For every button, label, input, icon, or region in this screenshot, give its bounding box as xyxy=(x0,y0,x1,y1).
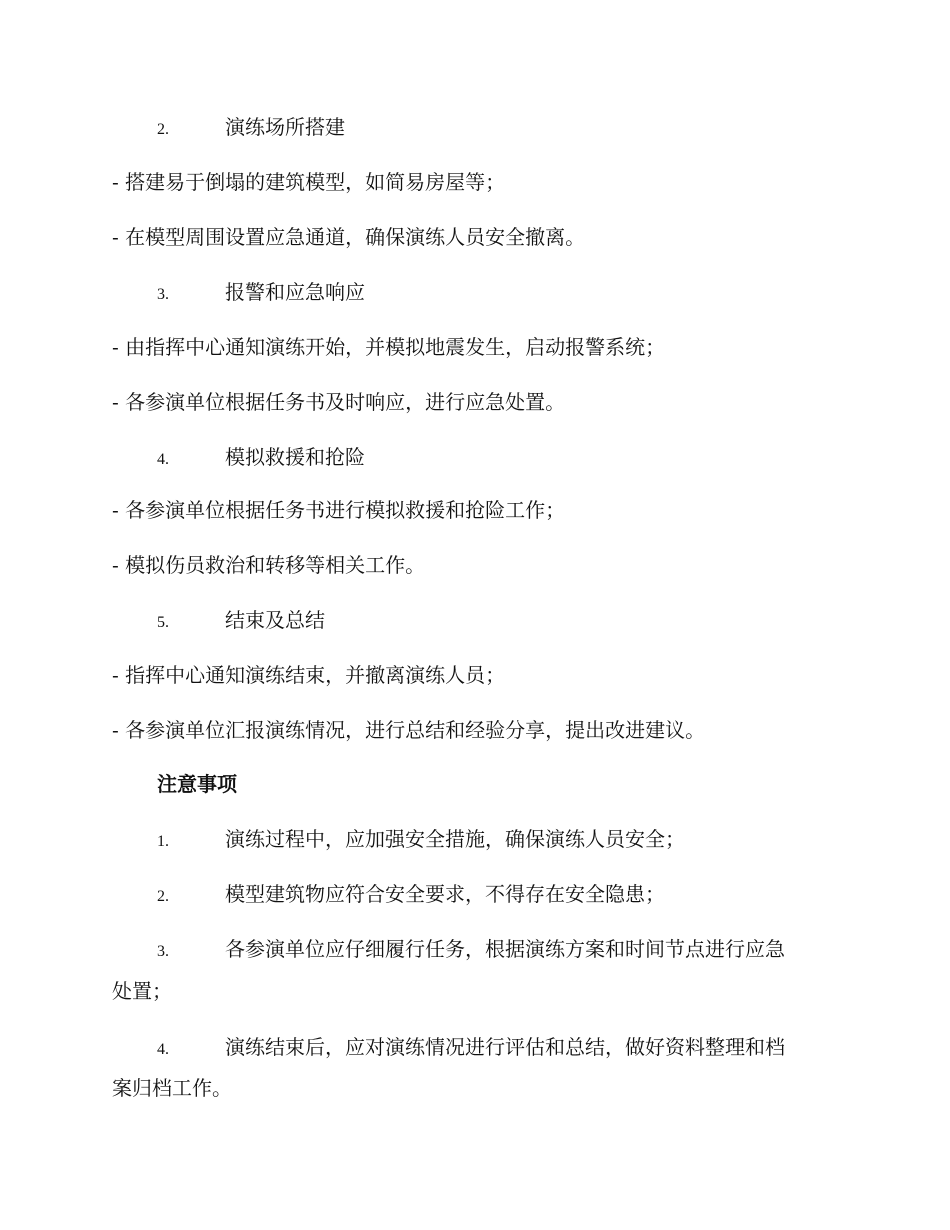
step-heading-4 xyxy=(112,440,838,477)
step-number: 3. xyxy=(157,286,169,303)
bullet-item xyxy=(112,658,838,692)
step-heading-3 xyxy=(112,275,838,312)
note-number: 4. xyxy=(157,1041,169,1058)
note-number: 1. xyxy=(157,833,169,850)
note-item-3 xyxy=(112,932,838,969)
step-heading-2 xyxy=(112,110,838,147)
bullet-item xyxy=(112,330,838,364)
step-heading-5 xyxy=(112,603,838,640)
bullet-text: - 各参演单位汇报演练情况，进行总结和经验分享，提出改进建议。 xyxy=(112,718,706,742)
step-number: 5. xyxy=(157,614,169,631)
note-item-4 xyxy=(112,1030,838,1067)
step-number: 4. xyxy=(157,451,169,468)
bullet-text: - 指挥中心通知演练结束，并撤离演练人员； xyxy=(112,663,506,687)
notes-heading: 注意事项 xyxy=(157,772,237,796)
note-text: 各参演单位应仔细履行任务，根据演练方案和时间节点进行应急 xyxy=(225,937,785,961)
bullet-item xyxy=(112,493,838,527)
note-item-4-continuation: 案归档工作。 xyxy=(112,1076,232,1100)
note-item-1 xyxy=(112,822,838,859)
bullet-item xyxy=(112,385,838,419)
note-number: 3. xyxy=(157,943,169,960)
bullet-item xyxy=(112,713,838,747)
note-item-2 xyxy=(112,877,838,914)
note-text: 演练结束后，应对演练情况进行评估和总结，做好资料整理和档 xyxy=(225,1035,785,1059)
step-title: 模拟救援和抢险 xyxy=(225,445,365,469)
bullet-text: - 各参演单位根据任务书及时响应，进行应急处置。 xyxy=(112,390,566,414)
step-title: 演练场所搭建 xyxy=(225,115,345,139)
note-number: 2. xyxy=(157,888,169,905)
bullet-item xyxy=(112,220,838,254)
bullet-text: - 在模型周围设置应急通道，确保演练人员安全撤离。 xyxy=(112,225,586,249)
step-number: 2. xyxy=(157,121,169,138)
bullet-item xyxy=(112,165,838,199)
note-text: 演练过程中，应加强安全措施，确保演练人员安全； xyxy=(225,827,685,851)
bullet-text: - 由指挥中心通知演练开始，并模拟地震发生，启动报警系统； xyxy=(112,335,666,359)
step-title: 结束及总结 xyxy=(225,608,325,632)
bullet-text: - 搭建易于倒塌的建筑模型，如简易房屋等； xyxy=(112,170,506,194)
note-item-3-continuation: 处置； xyxy=(112,979,172,1003)
bullet-item xyxy=(112,548,838,582)
step-title: 报警和应急响应 xyxy=(225,280,365,304)
note-text: 模型建筑物应符合安全要求，不得存在安全隐患； xyxy=(225,882,665,906)
bullet-text: - 各参演单位根据任务书进行模拟救援和抢险工作； xyxy=(112,498,566,522)
bullet-text: - 模拟伤员救治和转移等相关工作。 xyxy=(112,553,426,577)
